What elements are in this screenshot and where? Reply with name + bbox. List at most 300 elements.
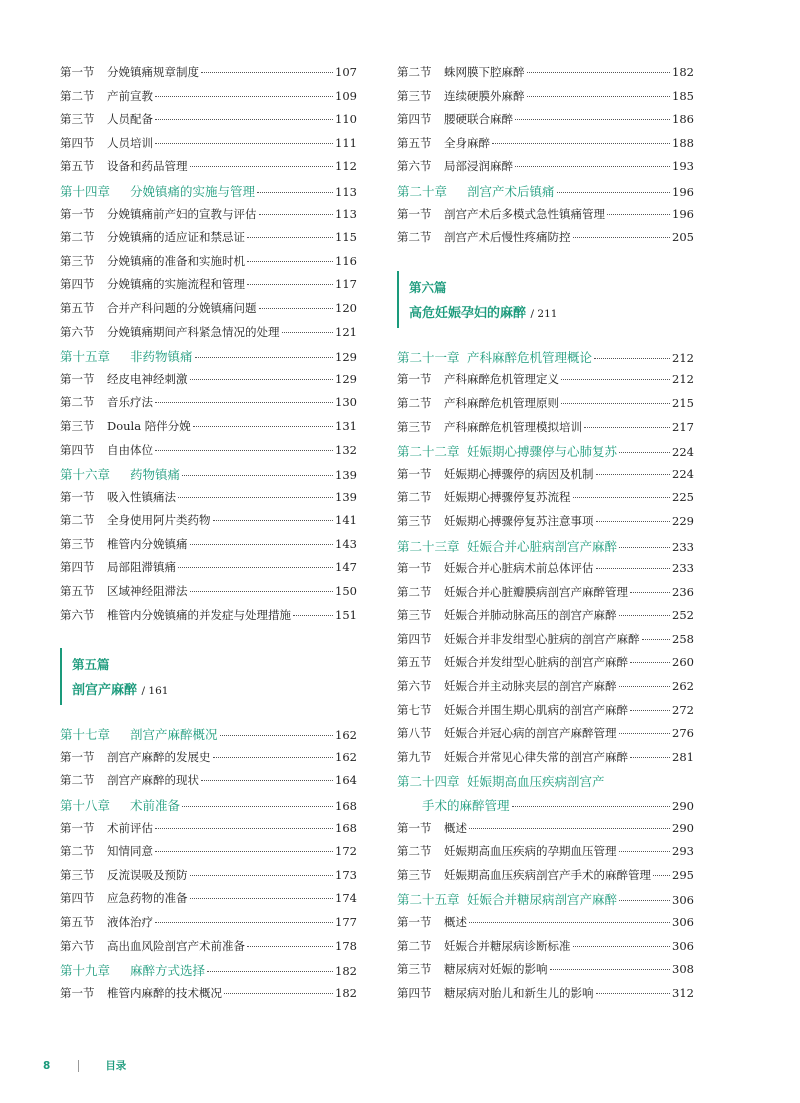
part-title: 剖宫产麻醉 — [72, 683, 138, 699]
section-number: 第三节 — [397, 513, 432, 528]
section-number: 第三节 — [397, 962, 432, 977]
page-number-ref: 109 — [335, 88, 357, 103]
leader-dots — [630, 757, 670, 758]
page-number-ref: 212 — [672, 350, 694, 365]
toc-section-entry — [397, 631, 694, 655]
leader-dots — [207, 971, 333, 972]
leader-dots — [594, 358, 670, 359]
page-number-ref: 150 — [335, 584, 357, 599]
section-title: 分娩镇痛的准备和实施时机 — [107, 253, 245, 268]
chapter-number: 第二十章 — [397, 183, 448, 199]
leader-dots — [619, 733, 671, 734]
leader-dots — [201, 780, 333, 781]
toc-section-entry — [397, 560, 694, 584]
leader-dots — [195, 357, 334, 358]
chapter-title: 麻醉方式选择 — [130, 963, 206, 979]
leader-dots — [155, 922, 333, 923]
section-number: 第二节 — [397, 65, 432, 79]
page-number-ref: 151 — [335, 607, 357, 622]
section-number: 第四节 — [60, 560, 95, 575]
section-number: 第二节 — [60, 773, 95, 788]
toc-section-entry — [60, 583, 357, 607]
toc-section-entry — [397, 725, 694, 749]
leader-dots — [178, 497, 333, 498]
toc-chapter-entry — [60, 465, 357, 489]
section-title: 椎管内分娩镇痛 — [107, 536, 188, 551]
toc-chapter-entry — [397, 890, 694, 914]
section-title: 术前评估 — [107, 820, 153, 835]
leader-dots — [596, 568, 671, 569]
chapter-title: 术前准备 — [130, 798, 181, 814]
leader-dots — [182, 806, 333, 807]
leader-dots — [224, 993, 333, 994]
section-title: 糖尿病对胎儿和新生儿的影响 — [444, 985, 594, 1000]
section-title: 椎管内麻醉的技术概况 — [107, 985, 222, 1000]
page-number-ref: 290 — [672, 820, 694, 835]
page-number-ref: 185 — [672, 88, 694, 103]
toc-section-entry — [397, 702, 694, 726]
leader-dots — [178, 567, 333, 568]
section-title: 全身麻醉 — [444, 135, 490, 150]
section-title: 高出血风险剖宫产术前准备 — [107, 938, 245, 953]
page-number-ref: 262 — [672, 679, 694, 694]
section-number: 第四节 — [60, 442, 95, 457]
toc-section-entry — [397, 111, 694, 135]
section-title: 分娩镇痛前产妇的宣教与评估 — [107, 206, 257, 221]
toc-section-entry — [60, 489, 357, 513]
page-number-ref: 188 — [672, 135, 694, 150]
section-title: 经皮电神经刺激 — [107, 371, 188, 386]
leader-dots — [630, 710, 670, 711]
section-number: 第二节 — [60, 844, 95, 859]
page-number-ref: 168 — [335, 820, 357, 835]
section-title: 产科麻醉危机管理模拟培训 — [444, 419, 582, 434]
page-number-ref: 306 — [672, 915, 694, 929]
toc-section-entry — [397, 206, 694, 230]
part-heading — [60, 648, 357, 705]
section-number: 第二节 — [397, 490, 432, 505]
leader-dots — [653, 875, 670, 876]
leader-dots — [293, 615, 333, 616]
leader-dots — [155, 119, 333, 120]
section-title: 设备和药品管理 — [107, 159, 188, 174]
page-number-ref: 121 — [335, 324, 357, 339]
toc-chapter-entry — [397, 348, 694, 372]
section-number: 第三节 — [60, 253, 95, 268]
toc-section-entry — [60, 938, 357, 962]
page-number-ref: 147 — [335, 560, 357, 575]
section-title: 剖宫产术后慢性疼痛防控 — [444, 230, 571, 245]
toc-section-entry — [397, 64, 694, 88]
leader-dots — [247, 237, 333, 238]
section-number: 第三节 — [397, 88, 432, 103]
page-number-ref: 225 — [672, 490, 694, 505]
section-number: 第七节 — [397, 702, 432, 717]
section-title: 妊娠合并心脏病术前总体评估 — [444, 561, 594, 576]
chapter-number: 第十七章 — [60, 727, 111, 743]
toc-section-entry — [60, 300, 357, 324]
leader-dots — [619, 686, 671, 687]
page-number-ref: 164 — [335, 773, 357, 788]
page-number-ref: 177 — [335, 915, 357, 929]
page-number-ref: 308 — [672, 962, 694, 977]
page-number-ref: 120 — [335, 300, 357, 315]
section-number: 第一节 — [60, 489, 95, 504]
section-title: 概述 — [444, 915, 467, 929]
page-number-ref: 306 — [672, 938, 694, 953]
leader-dots — [630, 592, 670, 593]
leader-dots — [596, 521, 671, 522]
section-title: 分娩镇痛的实施流程和管理 — [107, 277, 245, 292]
page-number-ref: 172 — [335, 844, 357, 859]
leader-dots — [619, 615, 671, 616]
leader-dots — [190, 379, 334, 380]
toc-section-entry — [60, 418, 357, 442]
section-title: 产科麻醉危机管理原则 — [444, 395, 559, 410]
leader-dots — [155, 402, 333, 403]
page-number-ref: 186 — [672, 112, 694, 127]
section-number: 第二节 — [397, 844, 432, 859]
chapter-title: 手术的麻醉管理 — [422, 798, 510, 814]
page-number-ref: 182 — [335, 964, 357, 979]
section-number: 第二节 — [397, 584, 432, 599]
leader-dots — [557, 192, 671, 193]
page-number-ref: 236 — [672, 584, 694, 599]
chapter-title: 产科麻醉危机管理概论 — [467, 349, 593, 365]
toc-section-entry — [397, 513, 694, 537]
leader-dots — [619, 900, 670, 901]
section-title: 妊娠期心搏骤停复苏流程 — [444, 490, 571, 505]
section-number: 第五节 — [60, 915, 95, 929]
part-title-line — [409, 302, 694, 321]
leader-dots — [155, 851, 333, 852]
section-number: 第一节 — [60, 985, 95, 1000]
page-number-ref: 229 — [672, 513, 694, 528]
page-number-ref: 290 — [672, 799, 694, 814]
toc-section-entry — [397, 749, 694, 773]
section-number: 第四节 — [397, 112, 432, 127]
leader-dots — [619, 452, 670, 453]
toc-chapter-entry — [397, 182, 694, 206]
chapter-number: 第二十五章 — [397, 892, 460, 908]
section-title: 分娩镇痛规章制度 — [107, 65, 199, 79]
toc-section-entry — [397, 395, 694, 419]
leader-dots — [584, 427, 670, 428]
section-number: 第八节 — [397, 726, 432, 741]
section-title: 连续硬膜外麻醉 — [444, 88, 525, 103]
chapter-number: 第十九章 — [60, 963, 111, 979]
toc-section-entry — [397, 466, 694, 490]
section-title: 妊娠合并肺动脉高压的剖宫产麻醉 — [444, 608, 617, 623]
leader-dots — [527, 72, 671, 73]
section-number: 第一节 — [60, 749, 95, 764]
page-number-ref: 215 — [672, 395, 694, 410]
toc-section-entry — [397, 158, 694, 182]
page-number-ref: 312 — [672, 985, 694, 1000]
page-number-ref: 111 — [335, 135, 357, 150]
toc-section-entry — [397, 88, 694, 112]
section-number: 第四节 — [397, 631, 432, 646]
part-heading — [397, 271, 694, 328]
leader-dots — [220, 735, 334, 736]
toc-chapter-entry — [397, 796, 694, 820]
section-number: 第一节 — [397, 561, 432, 576]
page-number-ref: 130 — [335, 395, 357, 410]
page-number-ref: 293 — [672, 844, 694, 859]
toc-section-entry — [397, 229, 694, 253]
section-title: 妊娠合并常见心律失常的剖宫产麻醉 — [444, 749, 628, 764]
toc-section-entry — [397, 867, 694, 891]
leader-dots — [573, 237, 671, 238]
section-number: 第一节 — [60, 820, 95, 835]
page-number-ref: 162 — [335, 728, 357, 743]
toc-left-column — [60, 64, 357, 1008]
section-number: 第五节 — [60, 159, 95, 174]
page-number-ref: 260 — [672, 655, 694, 670]
section-title: 产前宣教 — [107, 88, 153, 103]
toc-section-entry — [60, 324, 357, 348]
page-number-ref: 295 — [672, 867, 694, 882]
toc-section-entry — [60, 371, 357, 395]
section-title: 剖宫产麻醉的发展史 — [107, 749, 211, 764]
section-number: 第四节 — [60, 277, 95, 292]
leader-dots — [155, 96, 333, 97]
toc-section-entry — [60, 867, 357, 891]
leader-dots — [596, 474, 671, 475]
toc-right-column — [397, 64, 694, 1008]
section-title: 妊娠期高血压疾病的孕期血压管理 — [444, 844, 617, 859]
section-title: 椎管内分娩镇痛的并发症与处理措施 — [107, 607, 291, 622]
section-title: 知情同意 — [107, 844, 153, 859]
section-number: 第六节 — [60, 607, 95, 622]
leader-dots — [561, 379, 670, 380]
toc-section-entry — [60, 206, 357, 230]
page-number-ref: 129 — [335, 371, 357, 386]
toc-section-entry — [397, 820, 694, 844]
toc-section-entry — [397, 419, 694, 443]
section-number: 第五节 — [397, 655, 432, 670]
toc-section-entry — [60, 88, 357, 112]
section-number: 第三节 — [397, 608, 432, 623]
page-number-ref: 306 — [672, 893, 694, 908]
toc-section-entry — [60, 607, 357, 631]
page-number-ref: 162 — [335, 749, 357, 764]
chapter-number: 第十八章 — [60, 798, 111, 814]
section-number: 第五节 — [60, 584, 95, 599]
section-number: 第三节 — [397, 867, 432, 882]
part-label: 第五篇 — [72, 657, 110, 673]
page-number-ref: 117 — [335, 277, 357, 292]
leader-dots — [247, 946, 333, 947]
chapter-title: 妊娠合并心脏病剖宫产麻醉 — [467, 538, 618, 554]
section-title: 妊娠期心搏骤停复苏注意事项 — [444, 513, 594, 528]
section-title: 区域神经阻滞法 — [107, 584, 188, 599]
section-title: 液体治疗 — [107, 915, 153, 929]
toc-section-entry — [397, 607, 694, 631]
toc-section-entry — [60, 394, 357, 418]
page-number-ref: 107 — [335, 65, 357, 79]
leader-dots — [155, 143, 333, 144]
section-title: 妊娠合并发绀型心脏病的剖宫产麻醉 — [444, 655, 628, 670]
section-title: 合并产科问题的分娩镇痛问题 — [107, 300, 257, 315]
toc-section-entry — [60, 276, 357, 300]
leader-dots — [607, 214, 670, 215]
section-number: 第六节 — [60, 324, 95, 339]
section-number: 第四节 — [397, 985, 432, 1000]
page-number-ref: 129 — [335, 350, 357, 365]
page-number-ref: 224 — [672, 445, 694, 460]
toc-chapter-entry — [60, 347, 357, 371]
leader-dots — [630, 662, 670, 663]
toc-section-entry — [60, 843, 357, 867]
toc-section-entry — [60, 253, 357, 277]
toc-section-entry — [397, 678, 694, 702]
section-title: 自由体位 — [107, 442, 153, 457]
footer-divider — [78, 1060, 79, 1072]
section-title: 音乐疗法 — [107, 395, 153, 410]
toc-section-entry — [397, 843, 694, 867]
leader-dots — [550, 969, 671, 970]
page-number-ref: 252 — [672, 608, 694, 623]
chapter-title: 妊娠期高血压疾病剖宫产 — [467, 774, 605, 790]
leader-dots — [492, 143, 670, 144]
section-number: 第三节 — [397, 419, 432, 434]
section-title: 糖尿病对妊娠的影响 — [444, 962, 548, 977]
section-number: 第三节 — [60, 536, 95, 551]
leader-dots — [515, 166, 670, 167]
leader-dots — [596, 993, 671, 994]
toc-section-entry — [60, 111, 357, 135]
leader-dots — [213, 520, 334, 521]
leader-dots — [257, 192, 333, 193]
page-number-ref: 141 — [335, 513, 357, 528]
leader-dots — [527, 96, 671, 97]
page-number-ref: 217 — [672, 419, 694, 434]
page-number-ref: 224 — [672, 466, 694, 481]
leader-dots — [155, 828, 333, 829]
toc-chapter-entry — [60, 182, 357, 206]
toc-section-entry — [60, 135, 357, 159]
chapter-title: 剖宫产麻醉概况 — [130, 727, 218, 743]
section-title: 分娩镇痛期间产科紧急情况的处理 — [107, 324, 280, 339]
page-number-ref: 110 — [335, 112, 357, 127]
toc-section-entry — [60, 749, 357, 773]
section-number: 第二节 — [60, 88, 95, 103]
page-number-ref: 276 — [672, 726, 694, 741]
section-number: 第五节 — [397, 135, 432, 150]
toc-section-entry — [397, 489, 694, 513]
section-number: 第二节 — [397, 938, 432, 953]
toc-section-entry — [397, 938, 694, 962]
chapter-title: 妊娠合并糖尿病剖宫产麻醉 — [467, 892, 618, 908]
toc-chapter-entry — [60, 961, 357, 985]
section-number: 第一节 — [397, 820, 432, 835]
toc-chapter-entry — [397, 772, 694, 796]
page-number-ref: 205 — [672, 230, 694, 245]
page-number-ref: 168 — [335, 799, 357, 814]
toc-section-entry — [60, 442, 357, 466]
toc-chapter-entry — [60, 725, 357, 749]
toc-section-entry — [397, 985, 694, 1009]
chapter-number: 第十六章 — [60, 467, 111, 483]
toc-chapter-entry — [397, 442, 694, 466]
toc-section-entry — [60, 820, 357, 844]
section-number: 第二节 — [60, 230, 95, 245]
page-number-ref: 113 — [335, 206, 357, 221]
toc-section-entry — [397, 135, 694, 159]
part-label: 第六篇 — [409, 279, 447, 295]
section-title: 妊娠合并糖尿病诊断标准 — [444, 938, 571, 953]
section-number: 第一节 — [397, 466, 432, 481]
toc-section-entry — [397, 654, 694, 678]
section-number: 第一节 — [397, 372, 432, 387]
page-number-ref: 182 — [335, 985, 357, 1000]
page-number-ref: 196 — [672, 184, 694, 199]
leader-dots — [561, 403, 670, 404]
leader-dots — [259, 214, 334, 215]
toc-section-entry — [60, 985, 357, 1009]
leader-dots — [247, 284, 333, 285]
section-title: 概述 — [444, 820, 467, 835]
chapter-number: 第十五章 — [60, 349, 111, 365]
section-number: 第三节 — [60, 418, 95, 433]
toc-section-entry — [397, 371, 694, 395]
toc-chapter-entry — [397, 537, 694, 561]
toc-section-entry — [60, 559, 357, 583]
section-title: 全身使用阿片类药物 — [107, 513, 211, 528]
section-title: 人员培训 — [107, 135, 153, 150]
part-title-line — [72, 679, 357, 698]
section-title: 局部阻滞镇痛 — [107, 560, 176, 575]
chapter-title: 非药物镇痛 — [130, 349, 193, 365]
section-number: 第四节 — [60, 891, 95, 906]
toc-section-entry — [60, 64, 357, 88]
chapter-number: 第二十三章 — [397, 538, 460, 554]
page-number-ref: 112 — [335, 159, 357, 174]
toc-section-entry — [60, 914, 357, 938]
page-number-ref: 116 — [335, 253, 357, 268]
page-number-ref: 131 — [335, 418, 357, 433]
toc-section-entry — [60, 229, 357, 253]
chapter-number: 第二十一章 — [397, 349, 460, 365]
leader-dots — [573, 497, 671, 498]
leader-dots — [642, 639, 671, 640]
leader-dots — [190, 166, 334, 167]
chapter-title: 分娩镇痛的实施与管理 — [130, 183, 256, 199]
section-number: 第一节 — [60, 65, 95, 79]
leader-dots — [190, 875, 334, 876]
section-number: 第二节 — [60, 513, 95, 528]
leader-dots — [193, 426, 333, 427]
section-title: 妊娠合并围生期心肌病的剖宫产麻醉 — [444, 702, 628, 717]
leader-dots — [282, 332, 334, 333]
leader-dots — [469, 828, 670, 829]
page-number-ref: 233 — [672, 561, 694, 576]
section-number: 第二节 — [397, 395, 432, 410]
section-title: 局部浸润麻醉 — [444, 159, 513, 174]
chapter-number: 第十四章 — [60, 183, 111, 199]
section-number: 第五节 — [60, 300, 95, 315]
chapter-number: 第二十二章 — [397, 444, 460, 460]
toc-section-entry — [397, 961, 694, 985]
chapter-title: 药物镇痛 — [130, 467, 181, 483]
section-title: 人员配备 — [107, 112, 153, 127]
page-number-ref: 139 — [335, 468, 357, 483]
leader-dots — [469, 922, 670, 923]
page-number-ref: 193 — [672, 159, 694, 174]
leader-dots — [190, 544, 334, 545]
section-title: 妊娠期高血压疾病剖宫产手术的麻醉管理 — [444, 867, 651, 882]
